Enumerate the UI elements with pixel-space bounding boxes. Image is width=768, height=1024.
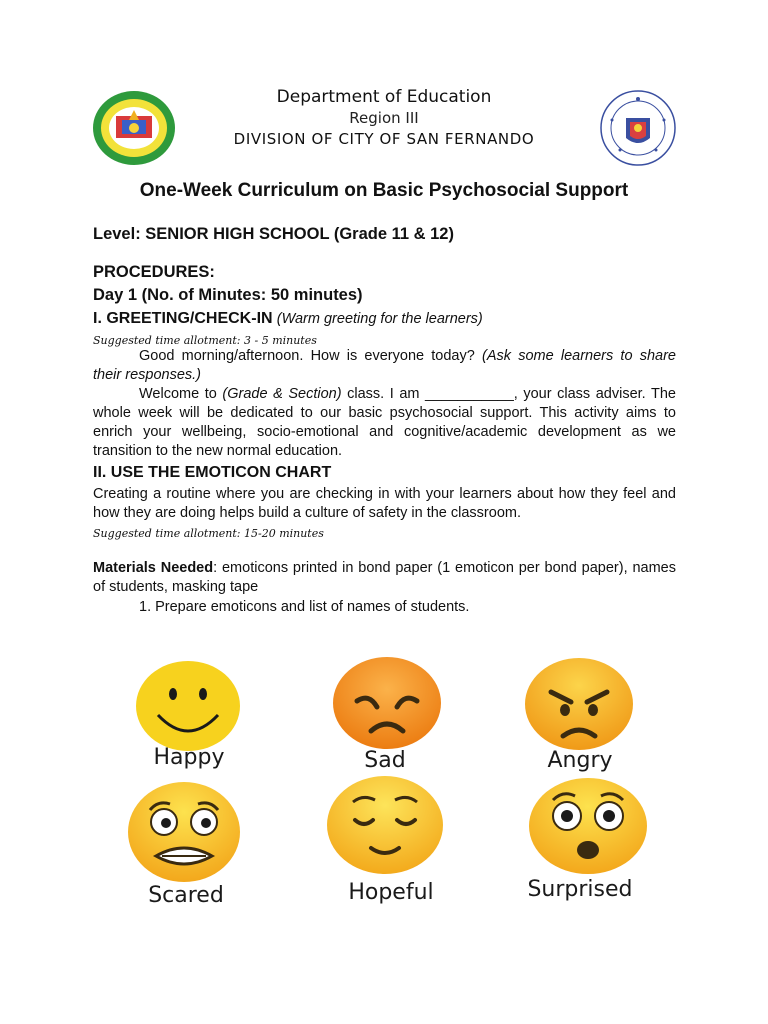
section2-heading: II. USE THE EMOTICON CHART	[93, 464, 332, 481]
emoticon-label-sad: Sad	[364, 748, 406, 773]
welcome-paragraph	[93, 385, 676, 461]
department-heading: Department of Education	[276, 87, 492, 107]
section1-heading: I. GREETING/CHECK-IN	[93, 310, 273, 327]
level-line: Level: SENIOR HIGH SCHOOL (Grade 11 & 12)	[93, 225, 454, 243]
happy-face-icon	[136, 661, 240, 756]
surprised-face-icon	[529, 778, 647, 879]
emoticon-label-scared: Scared	[148, 883, 224, 908]
section1-time: Suggested time allotment: 3 - 5 minutes	[93, 334, 317, 347]
emoticon-label-hopeful: Hopeful	[348, 880, 434, 905]
sad-face-icon	[333, 657, 441, 754]
section2-time: Suggested time allotment: 15-20 minutes	[93, 527, 324, 540]
section1-heading-line	[93, 309, 678, 329]
welcome-text-b: class. I am ___________, your class adviser. The whole week will be dedicated to our basic psychosocial support. This activity aims to enrich your wellbeing, socio-emotional and cognitive/academic development as we transition to the new normal education.	[93, 386, 676, 459]
emoticon-label-happy: Happy	[153, 745, 225, 770]
greeting-text: Good morning/afternoon. How is everyone today?	[139, 348, 483, 364]
materials-text: : emoticons printed in bond paper (1 emoticon per bond paper), names of students, masking tape	[93, 560, 676, 595]
greeting-paragraph	[93, 347, 676, 385]
greeting-note: (Ask some learners to share their responses.)	[93, 348, 676, 383]
step-1: 1. Prepare emoticons and list of names of students.	[139, 599, 470, 615]
materials-label: Materials Needed	[93, 560, 214, 576]
section2-body: Creating a routine where you are checking in with your learners about how they feel and how they are doing helps build a culture of safety in the classroom.	[93, 486, 676, 521]
document-title: One-Week Curriculum on Basic Psychosocial Support	[139, 180, 629, 201]
procedures-heading: PROCEDURES:	[93, 263, 215, 281]
welcome-italic: (Grade & Section)	[222, 386, 342, 402]
angry-face-icon	[525, 658, 633, 755]
scared-face-icon	[128, 782, 240, 887]
day-heading: Day 1 (No. of Minutes: 50 minutes)	[93, 286, 363, 304]
welcome-text-a: Welcome to	[139, 386, 223, 402]
emoticon-label-angry: Angry	[547, 748, 613, 773]
materials-paragraph	[93, 559, 676, 597]
emoticon-label-surprised: Surprised	[527, 877, 633, 902]
region-heading: Region III	[349, 109, 419, 127]
section1-heading-note: (Warm greeting for the learners)	[276, 311, 483, 327]
division-heading: DIVISION OF CITY OF SAN FERNANDO	[233, 130, 535, 148]
hopeful-face-icon	[327, 776, 443, 879]
